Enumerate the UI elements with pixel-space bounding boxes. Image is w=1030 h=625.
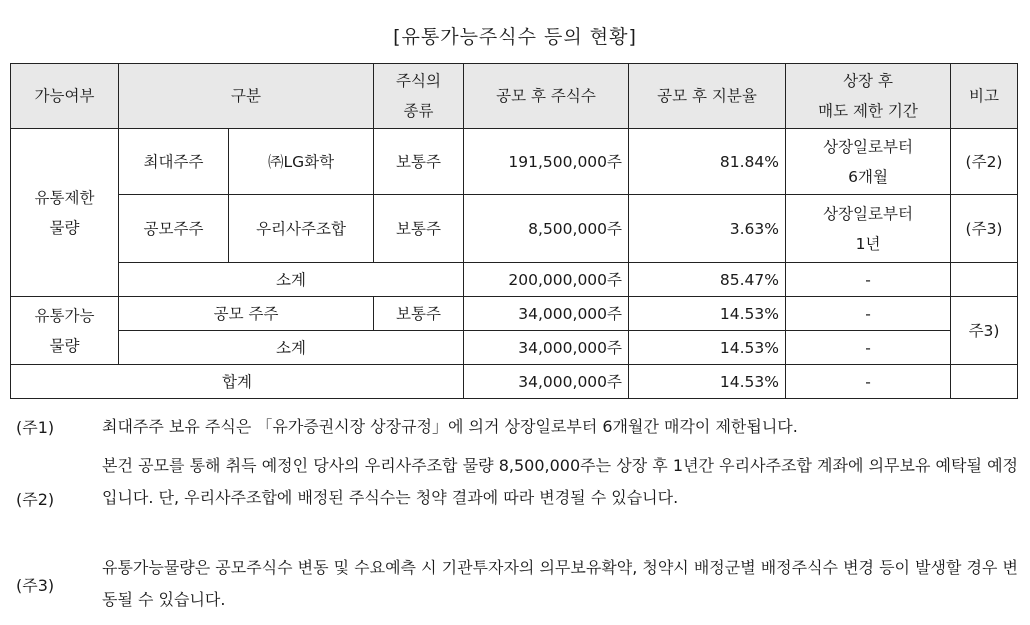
subtotal-label: 소계 — [119, 331, 464, 365]
footnote-text: 최대주주 보유 주식은 「유가증권시장 상장규정」에 의거 상장일로부터 6개월간 매각이 제한됩니다. — [102, 417, 798, 436]
footnote-text: 본건 공모를 통해 취득 예정인 당사의 우리사주조합 물량 8,500,000주는 상장 후 1년간 우리사주조합 계좌에 의무보유 예탁될 예정입니다. 단, 우리사주조합에 배정된 주식수는 청약 결과에 따라 변경될 수 있습니다. — [102, 456, 1018, 507]
header-status: 가능여부 — [11, 64, 119, 129]
remark-cell — [951, 365, 1018, 399]
shares-cell: 200,000,000주 — [464, 263, 629, 297]
shares-cell: 8,500,000주 — [464, 195, 629, 263]
lockup-cell: - — [786, 297, 951, 331]
header-stock-type-line1: 주식의 — [396, 72, 441, 90]
total-row — [11, 365, 1018, 399]
ratio-cell: 14.53% — [629, 365, 786, 399]
ratio-cell: 85.47% — [629, 263, 786, 297]
table-row — [11, 129, 1018, 195]
ratio-cell: 14.53% — [629, 331, 786, 365]
lockup-line1: 상장일로부터 — [823, 137, 913, 156]
lockup-line1: 상장일로부터 — [823, 204, 913, 223]
subtotal-label: 소계 — [119, 263, 464, 297]
holder-name: 우리사주조합 — [229, 195, 374, 263]
table-row — [11, 195, 1018, 263]
holder-type: 공모 주주 — [119, 297, 374, 331]
lockup-cell: - — [786, 263, 951, 297]
lockup-cell — [786, 129, 951, 195]
stock-type: 보통주 — [374, 297, 464, 331]
tradable-label-line2: 물량 — [49, 336, 80, 355]
lockup-cell — [786, 195, 951, 263]
stock-type: 보통주 — [374, 129, 464, 195]
shares-cell: 34,000,000주 — [464, 365, 629, 399]
lockup-cell: - — [786, 365, 951, 399]
document-title: [유통가능주식수 등의 현황] — [393, 26, 637, 48]
footnote-tag: (주1) — [16, 418, 55, 437]
header-stock-type-line2: 종류 — [403, 102, 434, 120]
footnote-tag: (주3) — [16, 576, 55, 595]
ratio-cell: 3.63% — [629, 195, 786, 263]
stock-type: 보통주 — [374, 195, 464, 263]
lockup-cell: - — [786, 331, 951, 365]
shares-cell: 34,000,000주 — [464, 331, 629, 365]
header-shares: 공모 후 주식수 — [464, 64, 629, 129]
holder-type: 공모주주 — [119, 195, 229, 263]
ratio-cell: 81.84% — [629, 129, 786, 195]
tradable-shares-table — [10, 63, 1018, 399]
lockup-line2: 6개월 — [848, 167, 888, 186]
header-remarks: 비고 — [951, 64, 1018, 129]
restricted-label-line2: 물량 — [49, 218, 80, 237]
remark-cell: (주2) — [951, 129, 1018, 195]
table-row — [11, 297, 1018, 331]
holder-type: 최대주주 — [119, 129, 229, 195]
shares-cell: 34,000,000주 — [464, 297, 629, 331]
tradable-label — [11, 297, 119, 365]
remark-cell: 주3) — [951, 297, 1018, 365]
header-lockup-line2: 매도 제한 기간 — [818, 102, 918, 120]
restricted-label — [11, 129, 119, 297]
restricted-label-line1: 유통제한 — [34, 188, 95, 207]
table-row — [11, 331, 1018, 365]
lockup-line2: 1년 — [855, 234, 881, 253]
remark-cell — [951, 263, 1018, 297]
header-ratio: 공모 후 지분율 — [629, 64, 786, 129]
header-lockup-line1: 상장 후 — [843, 72, 893, 90]
tradable-label-line1: 유통가능 — [34, 306, 95, 325]
shares-cell: 191,500,000주 — [464, 129, 629, 195]
holder-name: ㈜LG화학 — [229, 129, 374, 195]
table-row — [11, 263, 1018, 297]
footnote-text: 유통가능물량은 공모주식수 변동 및 수요예측 시 기관투자자의 의무보유확약, 청약시 배정군별 배정주식수 변경 등이 발생할 경우 변동될 수 있습니다. — [102, 558, 1019, 609]
remark-cell: (주3) — [951, 195, 1018, 263]
header-stock-type — [374, 64, 464, 129]
footnote-tag: (주2) — [16, 490, 55, 509]
ratio-cell: 14.53% — [629, 297, 786, 331]
header-lockup — [786, 64, 951, 129]
header-category: 구분 — [119, 64, 374, 129]
total-label: 합계 — [11, 365, 464, 399]
header-row — [11, 64, 1018, 129]
